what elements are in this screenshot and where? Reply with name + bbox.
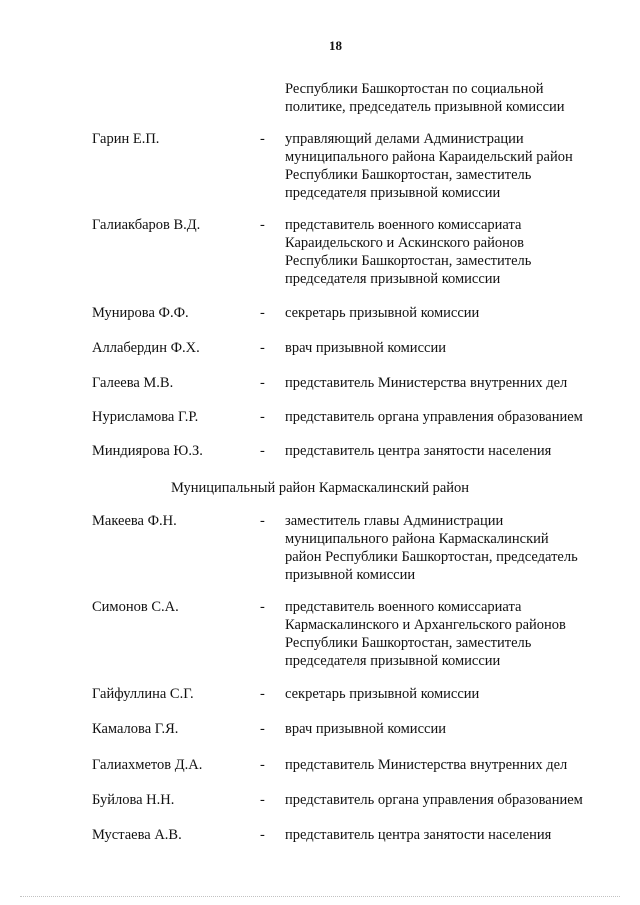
member-name: Мунирова Ф.Ф. xyxy=(92,305,189,321)
dash-separator: - xyxy=(260,599,265,615)
role-text xyxy=(285,512,620,584)
role-line: представитель центра занятости населения xyxy=(285,827,552,843)
role-line: представитель органа управления образованием xyxy=(285,409,583,425)
member-name: Миндиярова Ю.З. xyxy=(92,443,203,459)
role-line: Республики Башкортостан, заместитель xyxy=(285,167,532,183)
dash-separator: - xyxy=(260,217,265,233)
role-line: Республики Башкортостан по социальной xyxy=(285,81,544,97)
member-name: Нурисламова Г.Р. xyxy=(92,409,199,425)
role-text xyxy=(285,339,620,357)
role-line: заместитель главы Администрации xyxy=(285,513,504,529)
member-name: Галеева М.В. xyxy=(92,375,174,391)
role-line: председателя призывной комиссии xyxy=(285,271,501,287)
member-name: Галиахметов Д.А. xyxy=(92,757,203,773)
member-name: Галиакбаров В.Д. xyxy=(92,217,201,233)
page-number: 18 xyxy=(329,38,342,53)
dash-separator: - xyxy=(260,443,265,459)
role-text xyxy=(285,685,620,703)
role-line: представитель Министерства внутренних дел xyxy=(285,757,568,773)
member-name: Симонов С.А. xyxy=(92,599,179,615)
role-line: врач призывной комиссии xyxy=(285,721,446,737)
role-text xyxy=(285,408,620,426)
role-text xyxy=(285,720,620,738)
role-line: председателя призывной комиссии xyxy=(285,653,501,669)
dash-separator: - xyxy=(260,827,265,843)
dash-separator: - xyxy=(260,513,265,529)
role-line: секретарь призывной комиссии xyxy=(285,686,480,702)
role-text xyxy=(285,130,620,202)
role-line: председателя призывной комиссии xyxy=(285,185,501,201)
role-text xyxy=(285,598,620,670)
dash-separator: - xyxy=(260,757,265,773)
role-line: управляющий делами Администрации xyxy=(285,131,524,147)
section-heading: Муниципальный район Кармаскалинский район xyxy=(170,480,470,496)
role-line: Республики Башкортостан, заместитель xyxy=(285,253,532,269)
member-name: Мустаева А.В. xyxy=(92,827,182,843)
role-text xyxy=(285,216,620,288)
role-line: муниципального района Кармаскалинский xyxy=(285,531,549,547)
role-line: представитель Министерства внутренних дел xyxy=(285,375,568,391)
dash-separator: - xyxy=(260,686,265,702)
member-name: Гайфуллина С.Г. xyxy=(92,686,194,702)
role-line: муниципального района Караидельский район xyxy=(285,149,573,165)
role-line: Республики Башкортостан, заместитель xyxy=(285,635,532,651)
role-line: Караидельского и Аскинского районов xyxy=(285,235,524,251)
role-line: Кармаскалинского и Архангельского районов xyxy=(285,617,566,633)
scan-artifact-line xyxy=(20,894,620,897)
role-text xyxy=(285,304,620,322)
dash-separator: - xyxy=(260,409,265,425)
dash-separator: - xyxy=(260,305,265,321)
member-name: Аллабердин Ф.Х. xyxy=(92,340,200,356)
member-name: Буйлова Н.Н. xyxy=(92,792,175,808)
role-line: врач призывной комиссии xyxy=(285,340,446,356)
member-name: Гарин Е.П. xyxy=(92,131,160,147)
role-text xyxy=(285,442,620,460)
dash-separator: - xyxy=(260,792,265,808)
role-line: политике, председатель призывной комиссии xyxy=(285,99,565,115)
dash-separator: - xyxy=(260,375,265,391)
member-name: Камалова Г.Я. xyxy=(92,721,179,737)
role-text xyxy=(285,791,620,809)
role-line: представитель органа управления образованием xyxy=(285,792,583,808)
role-line: призывной комиссии xyxy=(285,567,416,583)
dash-separator: - xyxy=(260,340,265,356)
role-line: район Республики Башкортостан, председатель xyxy=(285,549,578,565)
role-line: представитель центра занятости населения xyxy=(285,443,552,459)
role-line: представитель военного комиссариата xyxy=(285,217,522,233)
role-line: представитель военного комиссариата xyxy=(285,599,522,615)
member-name: Макеева Ф.Н. xyxy=(92,513,177,529)
role-text xyxy=(285,756,620,774)
role-text xyxy=(285,826,620,844)
role-line: секретарь призывной комиссии xyxy=(285,305,480,321)
dash-separator: - xyxy=(260,721,265,737)
role-text xyxy=(285,80,620,116)
role-text xyxy=(285,374,620,392)
dash-separator: - xyxy=(260,131,265,147)
